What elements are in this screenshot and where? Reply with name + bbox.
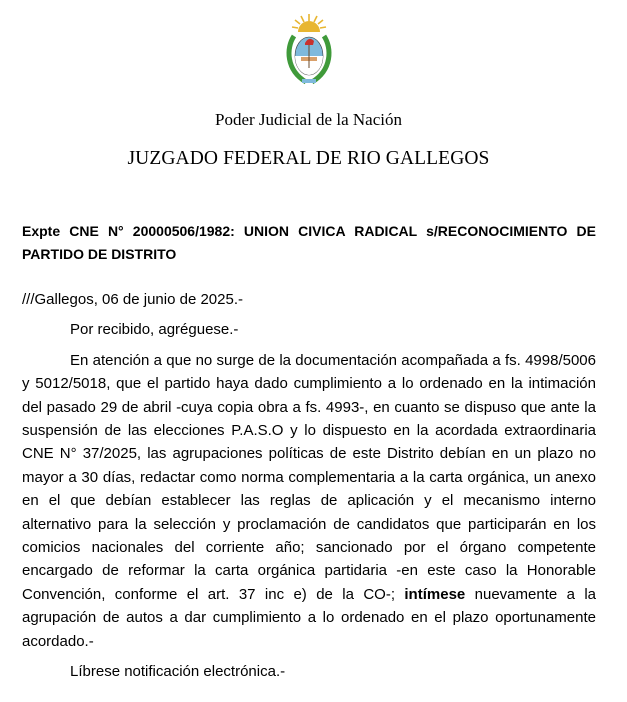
court-name-heading: JUZGADO FEDERAL DE RIO GALLEGOS: [127, 148, 490, 169]
paragraph-main-text-1: En atención a que no surge de la documentación acompañada a fs. 4998/5006 y 5012/5018, que el partido haya dado cumplimiento a lo ordenado en la intimación del pasado 29 de abril -cuya copia obra a fs. 4993-, en cuanto se dispuso que ante la suspensión de las elecciones P.A.S.O y lo dispuesto en la acordada extraordinaria CNE N° 37/2025, las agrupaciones políticas de este Distrito debían en un plazo no mayor a 30 días, redactar como norma complementaria a la carta orgánica, un anexo en el que debían establecer las reglas de aplicación y el mecanismo interno alternativo para la selección y proclamación de candidatos que participarán en los comicios nacionales del corriente año; sancionado por el órgano competente encargado de reformar la carta orgánica partidaria -en este caso la Honorable Convención, conforme el art. 37 inc e) de la CO-;: [22, 351, 596, 603]
case-caption: Expte CNE N° 20000506/1982: UNION CIVICA RADICAL s/RECONOCIMIENTO DE PARTIDO DE DISTRITO: [22, 223, 596, 262]
argentine-coat-of-arms-icon: [284, 12, 334, 88]
court-branch-heading: Poder Judicial de la Nación: [215, 110, 402, 129]
paragraph-notification: Líbrese notificación electrónica.-: [70, 663, 286, 681]
paragraph-main-bold: intímese: [404, 585, 466, 603]
paragraph-received: Por recibido, agréguese.-: [70, 321, 239, 339]
date-line: ///Gallegos, 06 de junio de 2025.-: [22, 291, 243, 308]
resolution-body: [22, 288, 596, 684]
paragraph-main: [22, 349, 596, 653]
paragraph-main-text-2: nuevamente a la agrupación de autos a dar cumplimiento a lo ordenado en el plazo oportunamente acordado.-: [22, 585, 596, 650]
